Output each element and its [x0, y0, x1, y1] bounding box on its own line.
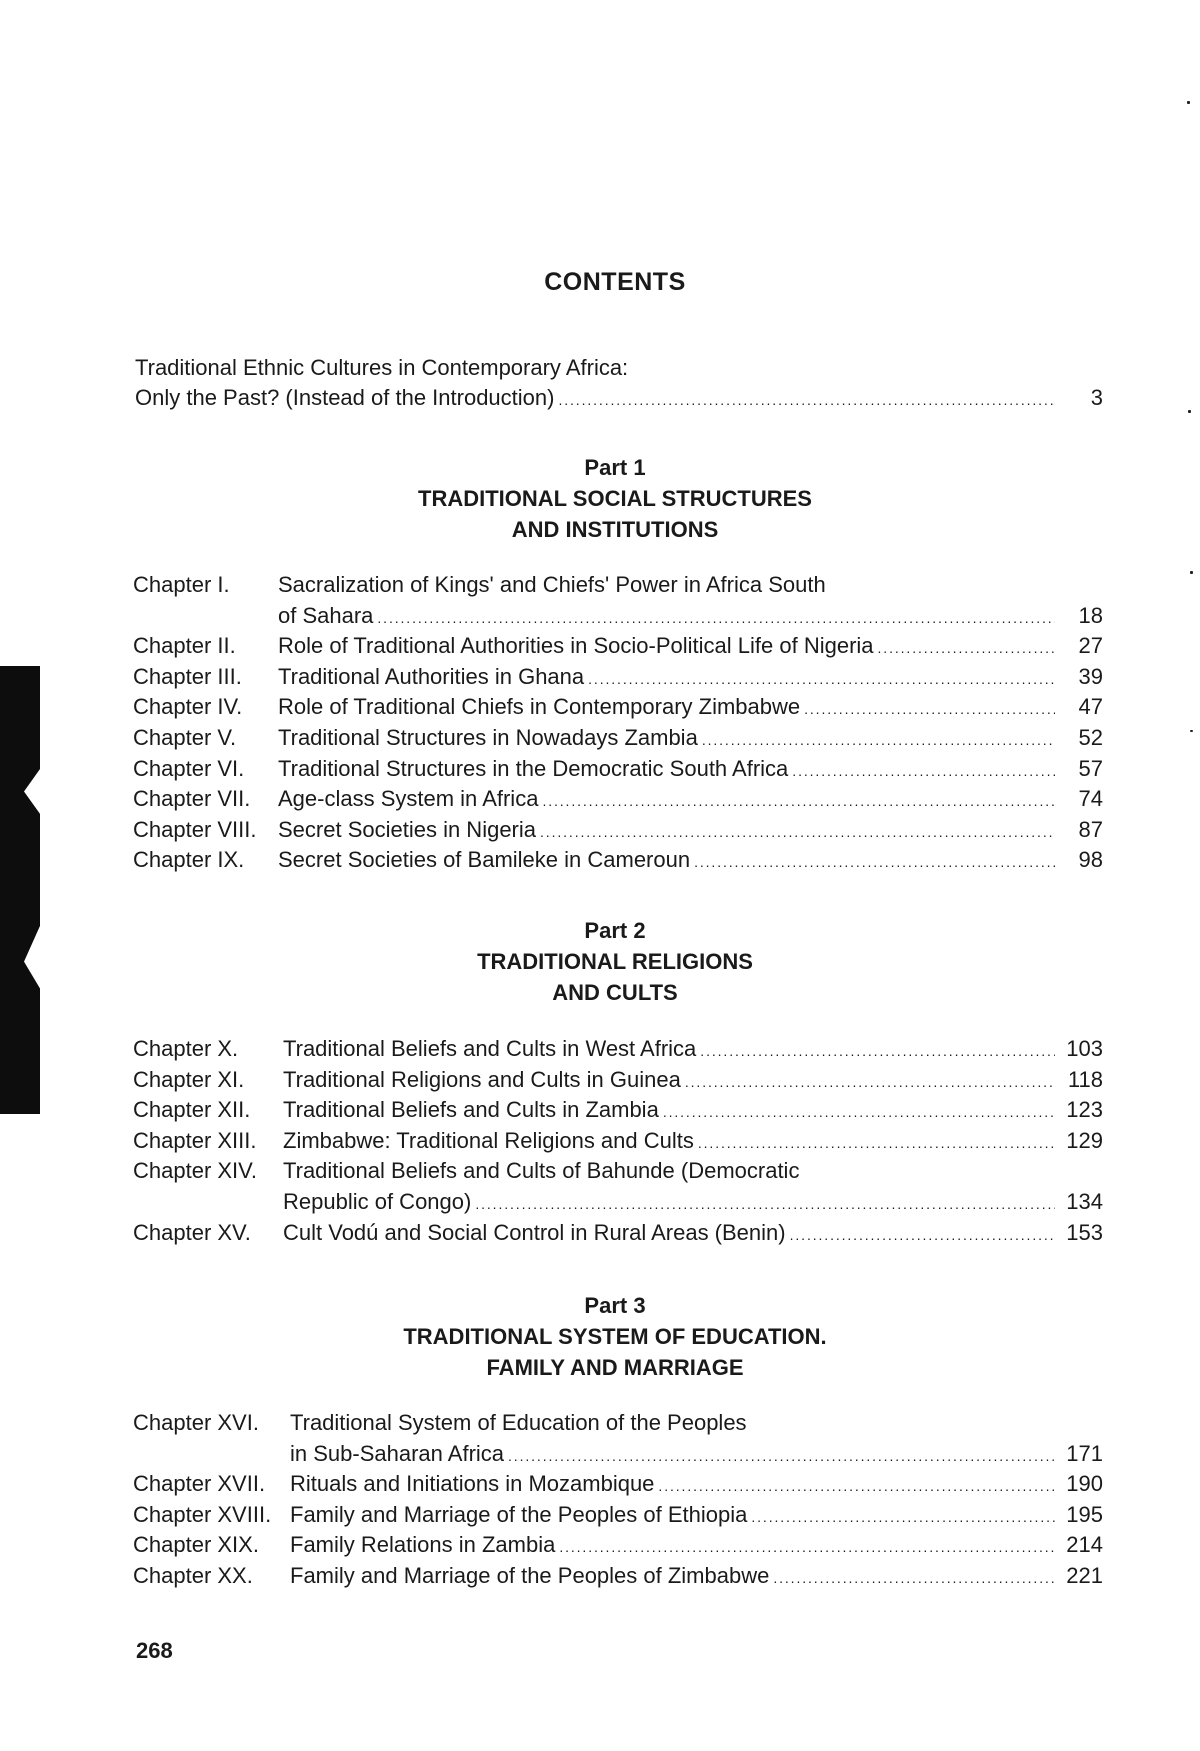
chapter-title: Age-class System in Africa — [278, 786, 539, 812]
toc-entry-continuation[interactable] — [133, 601, 1103, 632]
chapter-title: Traditional Structures in the Democratic South Africa — [278, 755, 789, 781]
dot-leader — [878, 631, 1055, 662]
chapter-number: Chapter XVIII. — [133, 1501, 272, 1527]
scan-speck — [1190, 571, 1193, 574]
part-2-heading — [0, 915, 1200, 1008]
chapter-number: Chapter XV. — [133, 1219, 251, 1245]
dot-leader — [540, 815, 1055, 846]
part-label: Part 2 — [584, 918, 646, 943]
chapter-page-number: 214 — [1066, 1532, 1103, 1558]
toc-entry[interactable] — [133, 692, 1103, 723]
chapter-number: Chapter XX. — [133, 1562, 253, 1588]
scan-speck — [1188, 410, 1191, 413]
chapter-page-number: 123 — [1066, 1097, 1103, 1123]
toc-entry[interactable] — [133, 1095, 1103, 1126]
chapter-page-number: 39 — [1078, 663, 1103, 689]
chapter-number: Chapter IV. — [133, 694, 243, 720]
chapter-page-number: 171 — [1066, 1440, 1103, 1466]
chapter-number: Chapter XII. — [133, 1097, 251, 1123]
chapter-page-number: 47 — [1078, 694, 1103, 720]
chapter-title: Secret Societies of Bamileke in Cameroun — [278, 847, 691, 873]
chapter-page-number: 118 — [1067, 1066, 1103, 1092]
chapter-page-number: 98 — [1078, 847, 1103, 873]
chapter-number: Chapter II. — [133, 633, 236, 659]
dot-leader — [790, 1218, 1055, 1249]
intro-title-line2: Only the Past? (Instead of the Introduction) — [135, 385, 555, 410]
chapter-page-number: 74 — [1078, 786, 1103, 812]
part-2-chapter-list — [133, 1034, 1103, 1248]
page-title: CONTENTS — [544, 268, 686, 296]
part-1-heading — [0, 452, 1200, 545]
chapter-title: Traditional Beliefs and Cults in Zambia — [283, 1097, 659, 1123]
chapter-number: Chapter V. — [133, 724, 237, 750]
chapter-page-number: 87 — [1078, 816, 1103, 842]
chapter-page-number: 27 — [1078, 633, 1103, 659]
chapter-title-line1: Traditional System of Education of the Peoples — [290, 1410, 747, 1435]
part-title-line1: TRADITIONAL RELIGIONS — [477, 949, 753, 974]
chapter-title-line1: Sacralization of Kings' and Chiefs' Power in Africa South — [278, 572, 826, 597]
chapter-title: Role of Traditional Chiefs in Contemporary Zimbabwe — [278, 694, 801, 720]
chapter-page-number: 190 — [1066, 1471, 1103, 1497]
toc-entry[interactable] — [133, 815, 1103, 846]
chapter-title-line2: Republic of Congo) — [283, 1188, 472, 1214]
toc-entry[interactable] — [133, 754, 1103, 785]
part-3-chapter-list — [133, 1408, 1103, 1592]
chapter-number: Chapter XVI. — [133, 1410, 259, 1435]
dot-leader — [685, 1065, 1055, 1096]
dot-leader — [700, 1034, 1055, 1065]
chapter-number: Chapter XIII. — [133, 1127, 257, 1153]
page-number: 268 — [136, 1638, 173, 1663]
part-label: Part 1 — [584, 455, 646, 480]
dot-leader — [698, 1126, 1055, 1157]
toc-entry[interactable] — [133, 1530, 1103, 1561]
intro-entry[interactable] — [135, 352, 1103, 414]
chapter-title: Traditional Religions and Cults in Guinea — [283, 1066, 681, 1092]
toc-entry[interactable] — [133, 1034, 1103, 1065]
toc-entry[interactable] — [133, 570, 1103, 601]
part-3-heading — [0, 1290, 1200, 1383]
chapter-title: Traditional Structures in Nowadays Zambia — [278, 724, 698, 750]
chapter-title: Role of Traditional Authorities in Socio-Political Life of Nigeria — [278, 633, 874, 659]
chapter-title: Family Relations in Zambia — [290, 1532, 556, 1558]
chapter-page-number: 52 — [1078, 724, 1103, 750]
chapter-number: Chapter VII. — [133, 786, 251, 812]
toc-entry[interactable] — [133, 1218, 1103, 1249]
dot-leader — [377, 601, 1055, 632]
part-label: Part 3 — [584, 1293, 646, 1318]
chapter-number: Chapter XIV. — [133, 1158, 257, 1184]
chapter-title: Secret Societies in Nigeria — [278, 816, 537, 842]
part-title-line2: AND CULTS — [552, 980, 678, 1005]
dot-leader — [694, 845, 1055, 876]
intro-page-number: 3 — [1090, 385, 1103, 410]
dot-leader — [558, 383, 1055, 414]
binding-shadow — [0, 666, 40, 1114]
chapter-page-number: 103 — [1066, 1036, 1103, 1061]
toc-entry[interactable] — [133, 1561, 1103, 1592]
chapter-number: Chapter IX. — [133, 847, 245, 873]
part-title-line2: AND INSTITUTIONS — [511, 517, 719, 542]
chapter-page-number: 195 — [1066, 1501, 1103, 1527]
chapter-page-number: 18 — [1078, 602, 1103, 628]
toc-entry[interactable] — [133, 1408, 1103, 1439]
chapter-page-number: 221 — [1066, 1562, 1103, 1588]
dot-leader — [508, 1439, 1055, 1470]
toc-entry[interactable] — [133, 1500, 1103, 1531]
chapter-page-number: 134 — [1066, 1188, 1103, 1214]
dot-leader — [792, 754, 1055, 785]
chapter-title-line2: of Sahara — [278, 602, 374, 628]
chapter-title: Family and Marriage of the Peoples of Zimbabwe — [290, 1562, 770, 1588]
toc-entry[interactable] — [133, 662, 1103, 693]
dot-leader — [559, 1530, 1055, 1561]
toc-entry[interactable] — [133, 784, 1103, 815]
part-1-chapter-list — [133, 570, 1103, 876]
part-title-line1: TRADITIONAL SYSTEM OF EDUCATION. — [403, 1324, 827, 1349]
dot-leader — [663, 1095, 1055, 1126]
chapter-page-number: 129 — [1066, 1127, 1103, 1153]
toc-entry[interactable] — [133, 723, 1103, 754]
scan-speck — [1187, 101, 1190, 104]
toc-entry[interactable] — [133, 845, 1103, 876]
chapter-page-number: 153 — [1066, 1219, 1103, 1245]
part-title-line2: FAMILY AND MARRIAGE — [486, 1355, 744, 1380]
chapter-title: Traditional Beliefs and Cults in West Africa — [283, 1036, 697, 1061]
chapter-page-number: 57 — [1078, 755, 1103, 781]
chapter-number: Chapter X. — [133, 1036, 239, 1061]
chapter-title: Rituals and Initiations in Mozambique — [290, 1471, 655, 1497]
part-title-line1: TRADITIONAL SOCIAL STRUCTURES — [418, 486, 812, 511]
dot-leader — [475, 1187, 1055, 1218]
dot-leader — [751, 1500, 1055, 1531]
dot-leader — [773, 1561, 1055, 1592]
dot-leader — [658, 1469, 1055, 1500]
chapter-number: Chapter XVII. — [133, 1471, 266, 1497]
chapter-number: Chapter I. — [133, 572, 230, 597]
chapter-title: Zimbabwe: Traditional Religions and Cults — [283, 1127, 694, 1153]
chapter-number: Chapter XI. — [133, 1066, 245, 1092]
chapter-title: Family and Marriage of the Peoples of Ethiopia — [290, 1501, 748, 1527]
toc-entry[interactable] — [133, 1156, 1103, 1187]
intro-title-line1: Traditional Ethnic Cultures in Contemporary Africa: — [135, 355, 629, 380]
dot-leader — [804, 692, 1055, 723]
chapter-title-line1: Traditional Beliefs and Cults of Bahunde (Democratic — [283, 1158, 800, 1184]
chapter-title-line2: in Sub-Saharan Africa — [290, 1440, 505, 1466]
chapter-number: Chapter III. — [133, 663, 242, 689]
toc-entry[interactable] — [133, 1126, 1103, 1157]
dot-leader — [542, 784, 1055, 815]
dot-leader — [588, 662, 1055, 693]
chapter-number: Chapter XIX. — [133, 1532, 259, 1558]
toc-entry[interactable] — [133, 631, 1103, 662]
toc-entry[interactable] — [133, 1469, 1103, 1500]
chapter-title: Cult Vodú and Social Control in Rural Areas (Benin) — [283, 1219, 786, 1245]
chapter-number: Chapter VIII. — [133, 816, 257, 842]
toc-entry-continuation[interactable] — [133, 1187, 1103, 1218]
chapter-number: Chapter VI. — [133, 755, 245, 781]
scan-speck — [1190, 730, 1193, 732]
toc-entry-continuation[interactable] — [133, 1439, 1103, 1470]
dot-leader — [702, 723, 1055, 754]
chapter-title: Traditional Authorities in Ghana — [278, 663, 585, 689]
toc-entry[interactable] — [133, 1065, 1103, 1096]
